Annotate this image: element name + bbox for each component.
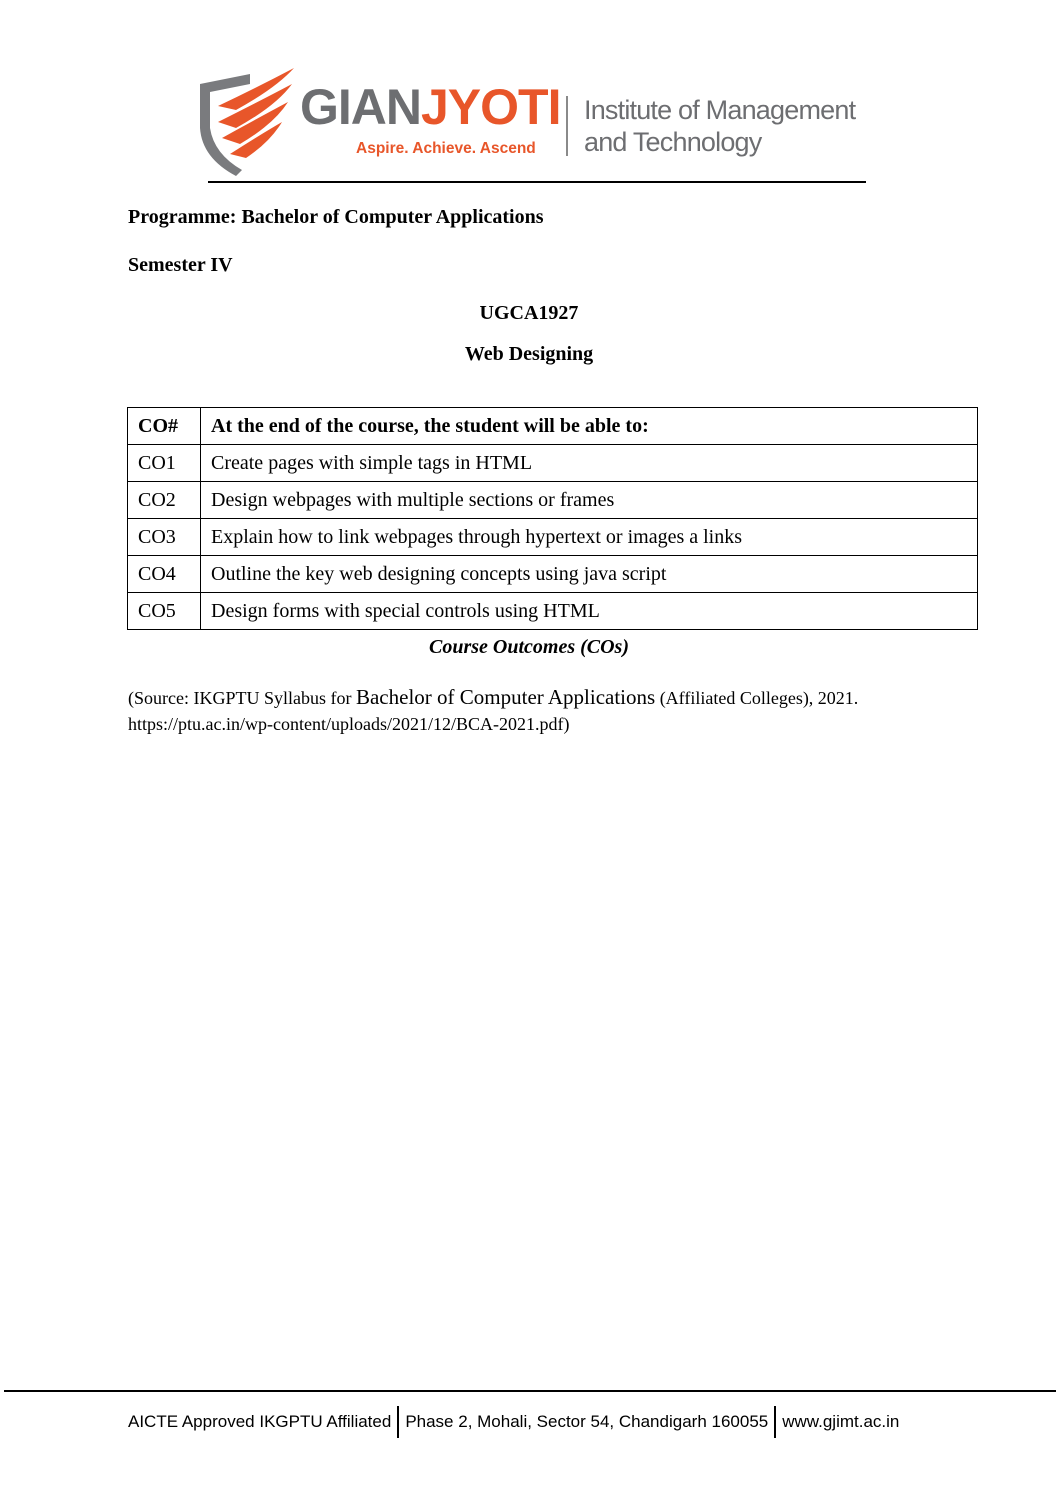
- table-row: [128, 445, 978, 482]
- table-row: [128, 593, 978, 630]
- logo-divider: [566, 96, 568, 156]
- co-text-cell: Design forms with special controls using HTML: [201, 593, 978, 630]
- co-text-cell: Explain how to link webpages through hypertext or images a links: [201, 519, 978, 556]
- column-header-outcome: At the end of the course, the student will be able to:: [201, 408, 978, 445]
- semester-heading: Semester IV: [128, 254, 233, 276]
- shield-logo-icon: [196, 66, 296, 178]
- column-header-co: CO#: [128, 408, 201, 445]
- footer-accreditation: AICTE Approved IKGPTU Affiliated: [128, 1412, 392, 1431]
- programme-heading: Programme: Bachelor of Computer Applications: [128, 206, 544, 228]
- header-divider: [208, 181, 866, 183]
- course-name: Web Designing: [464, 343, 594, 365]
- brand-tagline: Aspire. Achieve. Ascend: [356, 140, 536, 157]
- institute-line-2: and Technology: [584, 127, 762, 157]
- co-text-cell: Outline the key web designing concepts using java script: [201, 556, 978, 593]
- footer-separator: [397, 1406, 399, 1438]
- table-row: [128, 556, 978, 593]
- footer-website: www.gjimt.ac.in: [782, 1412, 900, 1431]
- table-header-row: [128, 408, 978, 445]
- source-citation: (Source: IKGPTU Syllabus for Bachelor of Computer Applications (Affiliated Colleges), 2021. https://ptu.ac.in/wp-content/uploads/2021/12/BCA-2021.pdf): [128, 685, 859, 734]
- co-text-cell: Design webpages with multiple sections or frames: [201, 482, 978, 519]
- table-row: [128, 519, 978, 556]
- course-code: UGCA1927: [479, 302, 579, 324]
- co-id-cell: CO1: [128, 445, 201, 482]
- footer-separator: [774, 1406, 776, 1438]
- co-id-cell: CO4: [128, 556, 201, 593]
- table-caption: Course Outcomes (COs): [428, 636, 629, 658]
- footer-address: Phase 2, Mohali, Sector 54, Chandigarh 160055: [405, 1412, 769, 1431]
- footer-divider: [4, 1390, 1056, 1392]
- co-text-cell: Create pages with simple tags in HTML: [201, 445, 978, 482]
- institute-logo: [196, 66, 866, 178]
- co-id-cell: CO2: [128, 482, 201, 519]
- institute-name: [584, 94, 855, 158]
- footer: [128, 1406, 899, 1438]
- co-id-cell: CO5: [128, 593, 201, 630]
- table-row: [128, 482, 978, 519]
- co-id-cell: CO3: [128, 519, 201, 556]
- institute-line-1: Institute of Management: [584, 95, 856, 125]
- brand-name: GIANJYOTI: [300, 79, 561, 135]
- course-outcomes-table: [127, 407, 978, 630]
